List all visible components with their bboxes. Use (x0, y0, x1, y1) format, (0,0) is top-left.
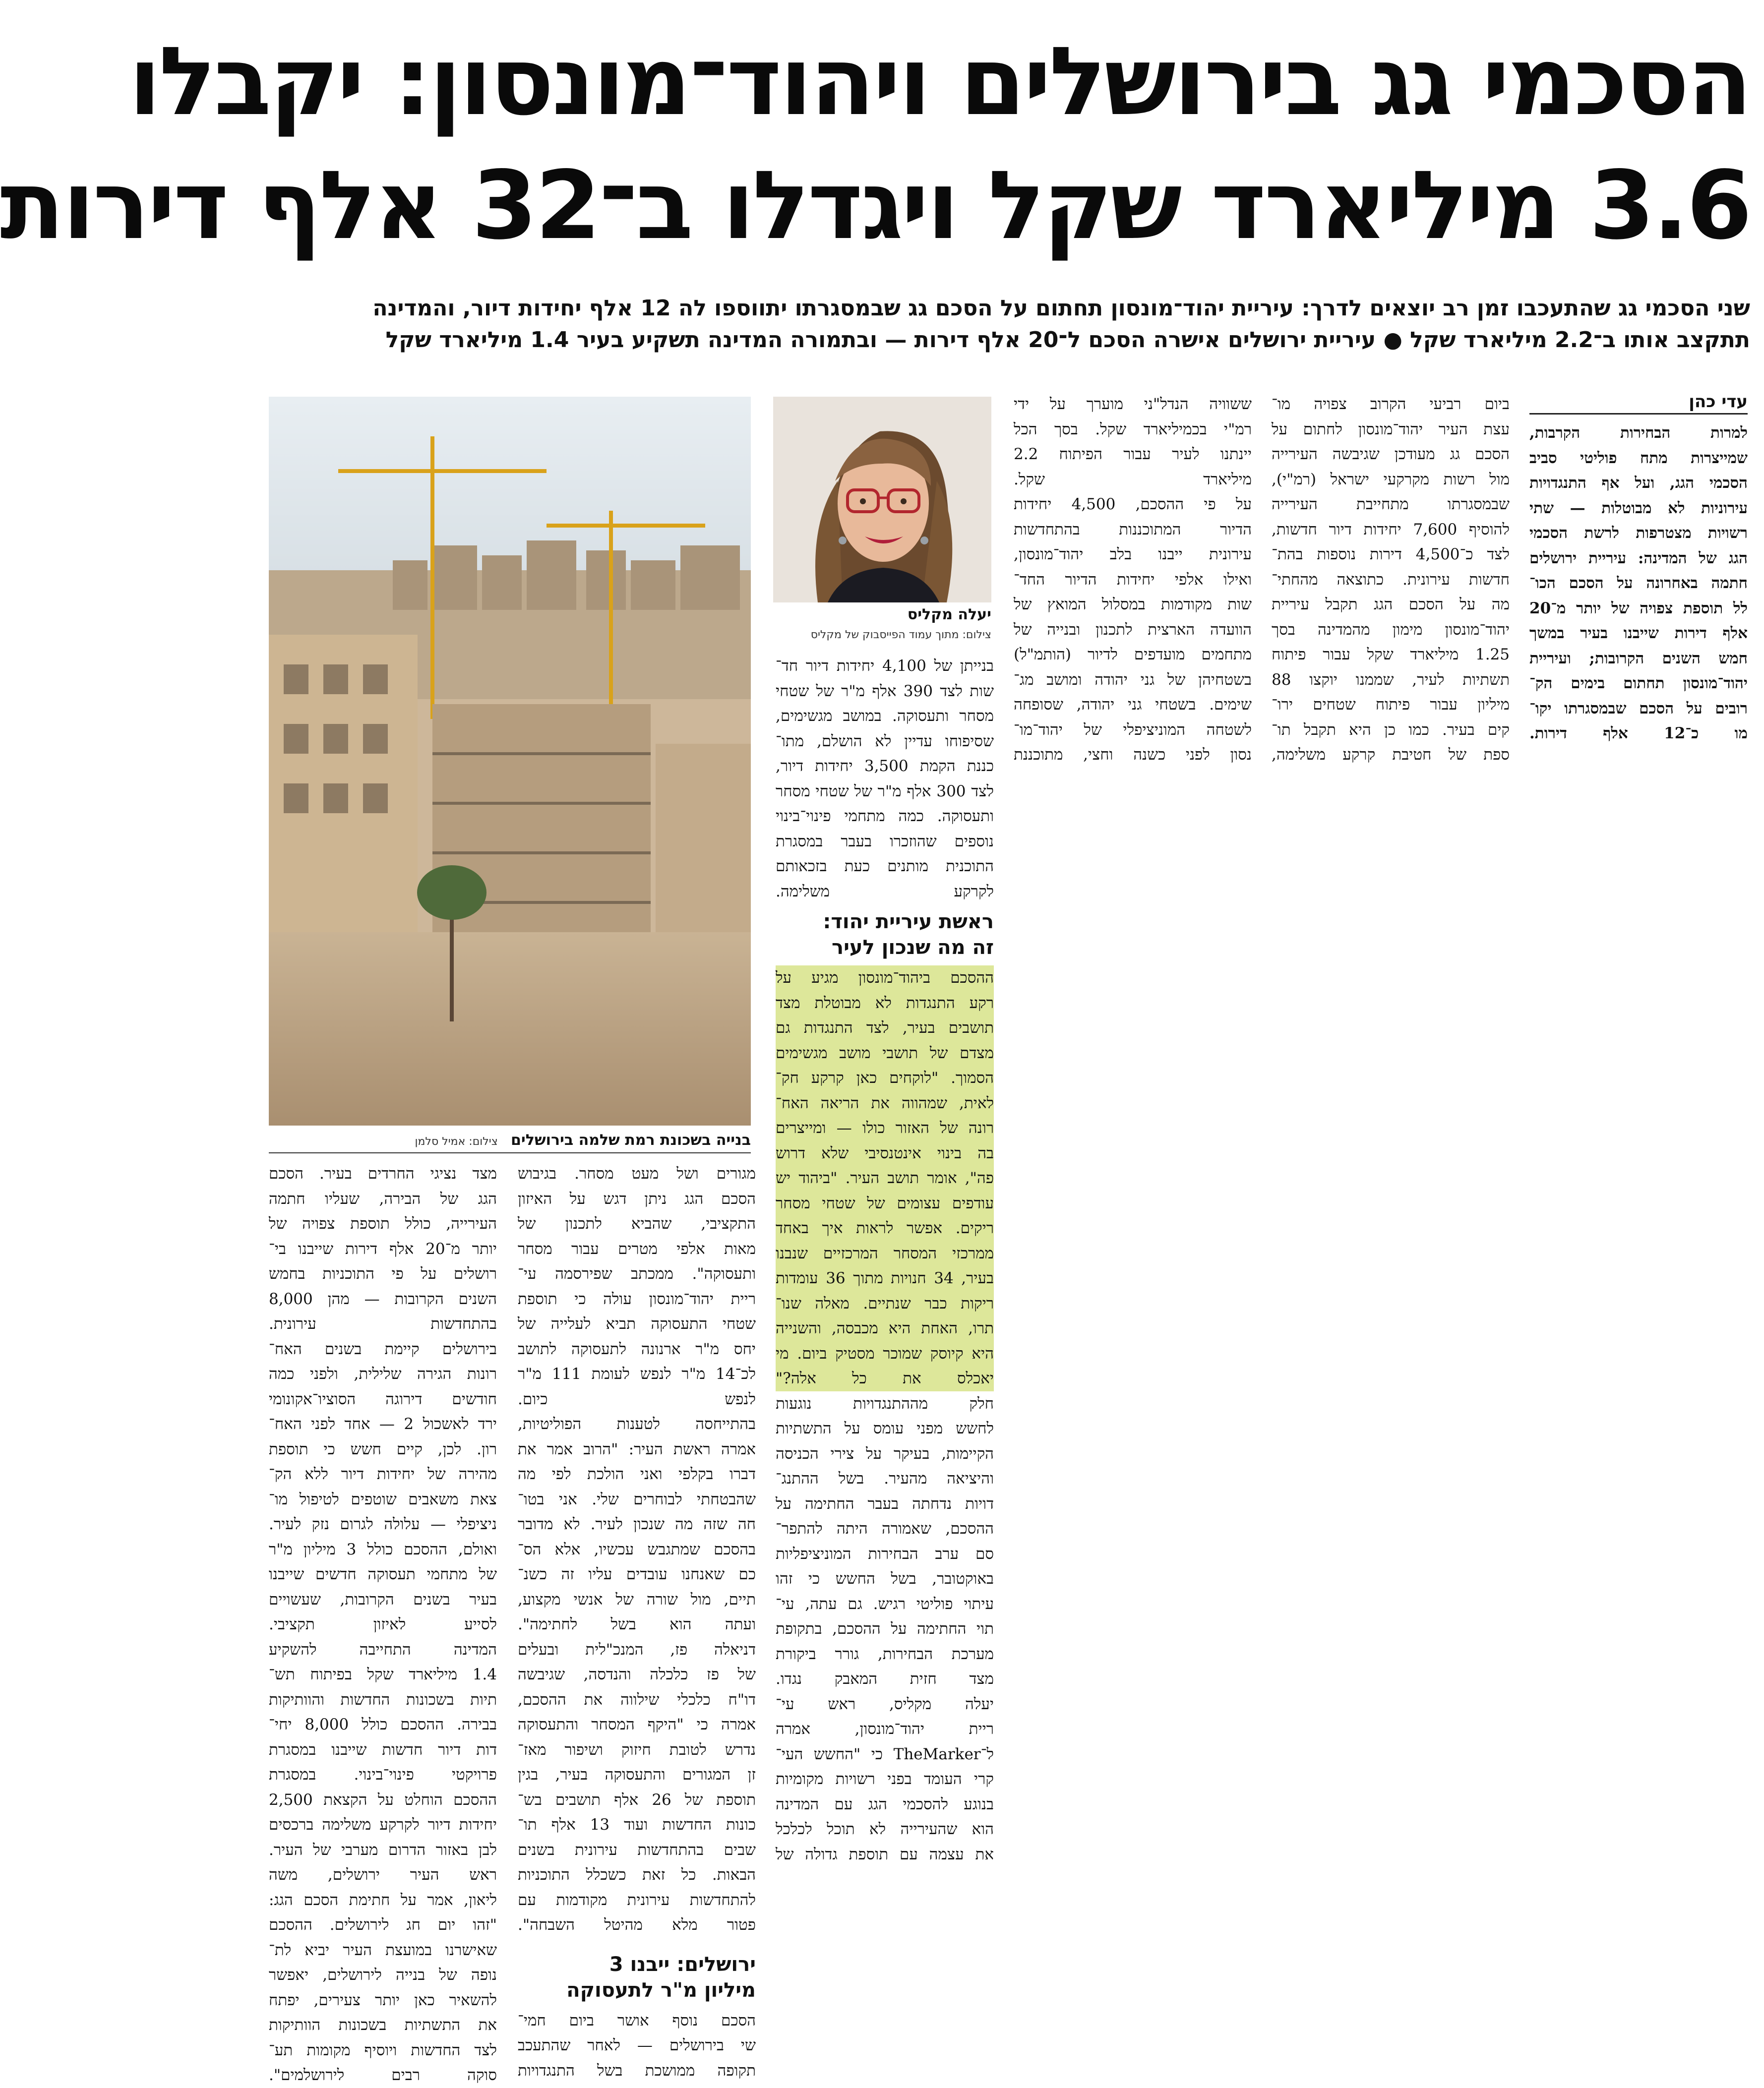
text-line: המדינה התחייבה להשקיע (269, 1640, 497, 1659)
text-line: הסכם גג מעודכן שגיבשה העירייה (1272, 445, 1510, 463)
headline (0, 20, 1750, 278)
article-column-6 (269, 1161, 497, 2084)
text-line: בעיר, 34 חנויות מתוך 36 עומדות (776, 1269, 994, 1287)
text-line: מו כ־12 אלף דירות. (1529, 724, 1748, 742)
text-line: ותעסוקה. כמה מתחמי פינוי־בינוי (776, 807, 994, 825)
text-line: יותר מ־20 אלף דירות שייבנו בי־ (269, 1240, 497, 1258)
text-line: ל־TheMarker כי "החשש העי־ (776, 1745, 994, 1763)
text-line: העירייה, כולל תוספת צפויה של (269, 1215, 497, 1233)
text-line: תקופה ממושכת בשל התנגדויות (518, 2061, 756, 2080)
text-line: לשטחה המוניציפלי של יהוד־מו־ (1014, 720, 1252, 739)
text-line: חדשות עירונית. כתוצאה מהחתי־ (1272, 570, 1510, 589)
text-line: תוספת של 26 אלף תושבים בש־ (518, 1790, 756, 1809)
text-line: ירד לאשכול 2 — אחד לפני האח־ (269, 1415, 497, 1433)
construction-image (269, 397, 751, 1126)
headline-line: הסכמי גג בירושלים ויהוד־מונסון: יקבלו (128, 27, 1750, 136)
text-line: נדרש לטובת חיזוק ושיפור מאז־ (518, 1740, 756, 1759)
text-line: הסמוך. "לוקחים כאן קרקע חק־ (776, 1069, 994, 1087)
text-line: שאישרנו במועצת העיר יביא לת־ (269, 1941, 497, 1959)
text-line: בהתייחסה לטענות הפוליטיות, (518, 1415, 756, 1433)
text-line: עירונית ייבנו בלב יהוד־מונסון, (1014, 545, 1252, 563)
text-line: רקע התנגדות לא מבוטלת מצד (776, 994, 994, 1012)
text-line: לל תוספת צפויה של יותר מ־20 (1529, 599, 1748, 617)
text-line: את התשתיות בשכונות הוותיקות (269, 2016, 497, 2034)
text-line: ואולם, ההסכם כולל 3 מיליון מ"ר (269, 1540, 497, 1558)
subheadline-line: שני הסכמי גג שהתעכבו זמן רב יוצאים לדרך: עיריית יהוד־מונסון תחתום על הסכם גג שבמסגרתו יתווספו לה 12 אלף יחידות דיור, והמדינה (372, 296, 1750, 321)
text-line: פטור מלא מהיטל השבחה". (518, 1916, 756, 1934)
text-line: הדיור המתוכננות בהתחדשות (1014, 520, 1252, 538)
text-line: בהתחדשות עירונית. (269, 1315, 497, 1333)
text-line: נסון לפני כשנה וחצי, מתוכננת (1014, 746, 1252, 764)
text-line: ההסכם, שאמורה היתה להתפר־ (776, 1520, 994, 1538)
text-line: לכ־14 מ"ר לנפש לעומת 111 מ"ר (518, 1365, 756, 1383)
byline: עדי כהן (1529, 392, 1748, 415)
article-column-1 (1529, 420, 1748, 768)
text-line: בה בינוי אינטנסיבי שלא דרוש (776, 1144, 994, 1162)
text-line: היא קיוסק שמוכר מסטיק ביום. מי (776, 1344, 994, 1363)
text-line: עודפים עצומים של שטחי מסחר (776, 1194, 994, 1212)
article-column-4 (776, 654, 994, 1863)
text-line: שימים. בשטחי גני יהודה, שסופחה (1014, 696, 1252, 714)
text-line: ניציפלי — עלולה לגרום נזק לעיר. (269, 1515, 497, 1533)
text-line: שבמסגרתו מתחייבת העירייה (1272, 495, 1510, 513)
text-line: תיות בשכונות החדשות והוותיקות (269, 1690, 497, 1709)
text-line: בעיר בשנים הקרובות, שעשויים (269, 1590, 497, 1609)
text-line: ליאון, אמר על חתימת הסכם הגג: (269, 1891, 497, 1909)
text-line: הגג של המדינה: עיריית ירושלים (1529, 549, 1748, 567)
text-line: תרו, האחת היא מכבסה, והשנייה (776, 1319, 994, 1337)
text-line: ביום רביעי הקרוב צפויה מו־ (1272, 395, 1510, 413)
text-line: של מתחמי תעסוקה חדשים שייבנו (269, 1565, 497, 1583)
text-line: לצד 300 אלף מ"ר של שטחי מסחר (776, 782, 994, 800)
text-line: מול רשות מקרקעי ישראל (רמ"י), (1272, 470, 1510, 488)
text-line: תשתיות לעיר, שממנו יוקצו 88 (1272, 670, 1510, 689)
article-column-2 (1272, 392, 1510, 778)
text-line: הוועדה הארצית לתכנון ובנייה של (1014, 620, 1252, 639)
article-column-3 (1014, 392, 1252, 778)
text-line: זן המגורים והתעסוקה בעיר, בגין (518, 1766, 756, 1784)
text-line: חמש השנים הקרובות; ועיריית (1529, 649, 1748, 667)
text-line: והיציאה מהעיר. בשל ההתנג־ (776, 1470, 994, 1488)
text-line: יינתנו לעיר עבור הפיתוח 2.2 (1014, 445, 1252, 463)
text-line: ספת של חטיבת קרקע משלימה, (1272, 746, 1510, 764)
text-line: הגג של הבירה, שעליו חתמה (269, 1190, 497, 1208)
text-line: לבן באזור הדרום מערבי של העיר. (269, 1841, 497, 1859)
crosshead-yehud (776, 909, 994, 960)
portrait-caption-credit: צילום: מתוך עמוד הפייסבוק של מקליס (810, 629, 991, 641)
text-line: רובים על הסכם שבמסגרתו יקו־ (1529, 699, 1748, 717)
text-line: השנים הקרובות — מהן 8,000 (269, 1290, 497, 1308)
text-line: להתחדשות עירונית מקודמות עם (518, 1891, 756, 1909)
text-line: מגורים ושל מעט מסחר. בגיבוש (518, 1165, 756, 1183)
text-line: דברו בקלפי ואני הולכת לפי מה (518, 1465, 756, 1483)
subheadline-line: תתקצב אותו ב־2.2 מיליארד שקל ● עיריית ירושלים אישרה הסכם ל־20 אלף דירות — ובתמורה המדינה תשקיע בעיר 1.4 מיליארד שקל (385, 327, 1750, 353)
text-line: נוספים שהוזכרו בעבר במסגרת (776, 832, 994, 850)
text-line: שבים בהתחדשות עירונית בשנים (518, 1841, 756, 1859)
text-line: שות מקודמות במסלול המואץ של (1014, 596, 1252, 613)
text-line: שמייצרות מתח פוליטי סביב (1529, 449, 1748, 467)
text-line: בירושלים קיימת בשנים האח־ (269, 1340, 497, 1358)
text-line: ממרכזי המסחר המרכזיים שנבנו (776, 1244, 994, 1262)
text-line: ראש העיר ירושלים, משה (269, 1866, 497, 1884)
text-line: ריית יהוד־מונסון עולה כי תוספת (518, 1290, 756, 1308)
text-line: מה על הסכם הגג תקבל עיריית (1272, 596, 1510, 613)
text-line: לאית, שמהווה את הריאה האח־ (776, 1094, 994, 1112)
text-line: רמ"י בכמיליארד שקל. בסך הכל (1014, 420, 1252, 438)
text-line: יהוד־מונסון תחתום בימים הק־ (1529, 674, 1748, 692)
text-line: תוי החתימה על ההסכם, בתקופת (776, 1620, 994, 1638)
text-line: למרות הבחירות הקרבות, (1529, 424, 1748, 442)
text-line: חודשים דירוגה הסוציו־אקונומי (269, 1390, 497, 1408)
main-photo (269, 397, 751, 1126)
text-line: עצת העיר יהוד־מונסון לחתום על (1272, 420, 1510, 438)
text-line: על פי ההסכם, 4,500 יחידות (1014, 495, 1252, 513)
text-line: מאות אלפי מטרים עבור מסחר (518, 1240, 756, 1258)
text-line: שי בירושלים — לאחר שהתעכב (518, 2036, 756, 2054)
text-line: פרויקטי פינוי־בינוי. במסגרת (269, 1766, 497, 1784)
text-line: שהבטחתי לבוחרים שלי. אני בטו־ (518, 1490, 756, 1508)
text-line: חה שזה מה שנכון לעיר. לא מדובר (518, 1515, 756, 1533)
text-line: עירוניות לא מבוטלות — שתי (1529, 499, 1748, 517)
crosshead-jerusalem (518, 1952, 756, 2003)
text-line: של פז כלכלה והנדסה, שגיבשה (518, 1666, 756, 1683)
text-line: מצדם של תושבי מושב מגשימים (776, 1044, 994, 1062)
text-line: רון. לכן, קיים חשש כי תוספת (269, 1440, 497, 1458)
text-line: יחידות דיור לקרקע משלימה ברכסים (269, 1816, 497, 1834)
text-line: צאת משאבים שוטפים לטיפול מו־ (269, 1490, 497, 1508)
text-line: אמרה ראשת העיר: "הרוב אמר את (518, 1440, 756, 1458)
text-line: דויות נדחתה בעבר החתימה על (776, 1494, 994, 1513)
text-line: יעלה מקליס, ראש עי־ (776, 1695, 994, 1713)
text-line: דו"ח כלכלי שילווה את ההסכם, (518, 1690, 756, 1709)
text-line: מצד נציגי החרדים בעיר. הסכם (269, 1165, 497, 1183)
text-line: תושבים בעיר, לצד התנגדות גם (776, 1019, 994, 1037)
text-line: להשאיר כאן יותר צעירים, יפתח (269, 1991, 497, 2009)
text-line: הוא שהעירייה לא תוכל לכלכל (776, 1820, 994, 1838)
text-line: ההסכם ביהוד־מונסון מגיע על (776, 969, 994, 987)
text-line: שסיפוחו עדיין לא הושלם, מתו־ (776, 732, 994, 750)
text-line: את עצמה עם תוספת גדולה של (776, 1845, 994, 1863)
subheadline (329, 293, 1750, 356)
text-line: לסייע לאיזון תקציבי. (269, 1615, 497, 1633)
text-line: חלק מההתנגדויות נוגעות (776, 1394, 994, 1413)
text-line: מסחר ותעסוקה. במושב מגשימים, (776, 707, 994, 725)
text-line: לצד כ־4,500 דירות נוספות בהת־ (1272, 545, 1510, 563)
text-line: סם ערב הבחירות המוניציפליות (776, 1545, 994, 1563)
text-line: הסכם הגג ניתן דגש על האיזון (518, 1190, 756, 1208)
text-line: מצד חזית המאבק נגדו. (776, 1670, 994, 1688)
text-line: קרי העומד בפני רשויות מקומיות (776, 1770, 994, 1788)
headline-line: 3.6 מיליארד שקל ויגדלו ב־32 אלף דירות (0, 151, 1750, 260)
text-line: יהוד־מונסון מימון מהמדינה בסך (1272, 620, 1510, 639)
text-line: חתמה באחרונה על הסכם הכו־ (1529, 574, 1748, 592)
article-column-5 (518, 1161, 756, 2080)
highlighted-quote (776, 965, 994, 1391)
text-line: ואילו אלפי יחידות הדיור החד־ (1014, 570, 1252, 589)
text-line: מערכת הבחירות, גורר ביקורת (776, 1645, 994, 1663)
column-4-bottom (776, 1391, 994, 1867)
text-line: מתחמים מועדפים לדיור (הותמ"ל) (1014, 646, 1252, 663)
text-line: רשויות מצטרפות לרשת הסכמי (1529, 524, 1748, 542)
crosshead-line: ירושלים: ייבנו 3 (609, 1953, 756, 1976)
text-line: בנוגע להסכמי הגג עם המדינה (776, 1795, 994, 1813)
text-line: הבאות. כל זאת כשכלל התוכניות (518, 1866, 756, 1884)
text-line: דניאלה פז, המנכ"לית ובעלים (518, 1640, 756, 1659)
text-line: כננת הקמת 3,500 יחידות דיור, (776, 757, 994, 775)
text-line: מיליון עבור פיתוח שטחים ירו־ (1272, 696, 1510, 714)
crosshead-line: מיליון מ"ר לתעסוקה (566, 1978, 756, 2002)
text-line: אלף דירות שייבנו בעיר במשך (1529, 624, 1748, 642)
text-line: רונות הגירה שלילית, ולפני כמה (269, 1365, 497, 1383)
text-line: אמרה כי "היקף המסחר והתעסוקה (518, 1716, 756, 1733)
text-line: קים בעיר. כמו כן היא תקבל תו־ (1272, 720, 1510, 739)
text-line: בבירה. ההסכם כולל 8,000 יחי־ (269, 1716, 497, 1733)
text-line: כונות החדשות ועוד 13 אלף תו־ (518, 1816, 756, 1834)
text-line: יאכלס את כל אלה?" (776, 1370, 994, 1387)
portrait-image (773, 397, 991, 602)
text-line: לנפש כיום. (518, 1390, 756, 1408)
text-line: בנייתן של 4,100 יחידות דיור חד־ (776, 657, 994, 675)
text-line: סוקה רבים לירושלמים". (269, 2066, 497, 2084)
text-line: לקרקע משלימה. (776, 882, 994, 900)
text-line: התקציבי, שהביא לתכנון של (518, 1215, 756, 1233)
text-line: התוכנית מותנים כעת בזכאותם (776, 857, 994, 875)
text-line: ועתה הוא בשל לחתימה". (518, 1615, 756, 1633)
column-5-body (518, 1161, 756, 1938)
text-line: בהסכם שמתגבש עכשיו, אלא הס־ (518, 1540, 756, 1558)
portrait-photo (773, 397, 991, 602)
text-line: 1.25 מיליארד שקל עבור פיתוח (1272, 646, 1510, 663)
column-4-top (776, 654, 994, 904)
column-5-bottom (518, 2008, 756, 2084)
portrait-caption-name: יעלה מקליס (907, 606, 991, 623)
text-line: ריקים. אפשר לראות איך באחד (776, 1219, 994, 1237)
text-line: יחס מ"ר ארנונה לתעסוקה לתושב (518, 1340, 756, 1358)
text-line: הסכמי הגג, ועל אף התנגדויות (1529, 474, 1748, 492)
text-line: כם שאנחנו עובדים עליו זה כשנ־ (518, 1565, 756, 1583)
text-line: מיליארד שקל. (1014, 470, 1252, 488)
text-line: מהירה של יחידות דיור ללא הק־ (269, 1465, 497, 1483)
text-line: ריקות כבר שנתיים. מאלה שנו־ (776, 1294, 994, 1312)
text-line: לחשש מפני עומס על התשתיות (776, 1420, 994, 1437)
main-photo-caption-text: בנייה בשכונת רמת שלמה בירושלים (511, 1132, 751, 1149)
text-line: הקיימות, בעיקר על צירי הכניסה (776, 1444, 994, 1463)
text-line: שות לצד 390 אלף מ"ר של שטחי (776, 682, 994, 700)
text-line: להוסיף 7,600 יחידות דיור חדשות, (1272, 520, 1510, 538)
text-line: תיים, מול שורה של אנשי מקצוע, (518, 1590, 756, 1609)
text-line: נופה של בנייה לירושלים, יאפשר (269, 1966, 497, 1984)
text-line: שטחי התעסוקה תביא לעלייה של (518, 1315, 756, 1333)
main-photo-caption (269, 1132, 751, 1153)
text-line: רושלים על פי התוכניות בחמש (269, 1265, 497, 1283)
text-line: ריית יהוד־מונסון, אמרה (776, 1720, 994, 1738)
text-line: הסכם נוסף אושר ביום חמי־ (518, 2011, 756, 2029)
text-line: רונה של האזור כולו — ומייצרים (776, 1119, 994, 1137)
text-line: באוקטובר, בשל החשש כי זהו (776, 1570, 994, 1588)
text-line: ותעסוקה". ממכתב שפירסמה עי־ (518, 1265, 756, 1283)
text-line: בשטחיהן של גני יהודה ומושב מג־ (1014, 670, 1252, 689)
text-line: ששוויה הנדל"ני מוערך על ידי (1014, 395, 1252, 413)
crosshead-line: זה מה שנכון לעיר (832, 936, 994, 959)
text-line: לצד החדשות ויוסיף מקומות תע־ (269, 2041, 497, 2059)
text-line: "זהו יום חג לירושלים. ההסכם (269, 1916, 497, 1934)
crosshead-line: ראשת עיריית יהוד: (823, 910, 994, 933)
text-line: 1.4 מיליארד שקל בפיתוח תש־ (269, 1666, 497, 1683)
text-line: דות דיור חדשות שייבנו במסגרת (269, 1740, 497, 1759)
text-line: פה", אומר תושב העיר. "ביהוד יש (776, 1169, 994, 1187)
text-line: עיתוי פוליטי רגיש. גם עתה, עי־ (776, 1595, 994, 1613)
text-line: ההסכם הוחלט על הקצאת 2,500 (269, 1790, 497, 1809)
main-photo-credit: צילום: אמיל סלמן (415, 1135, 498, 1148)
